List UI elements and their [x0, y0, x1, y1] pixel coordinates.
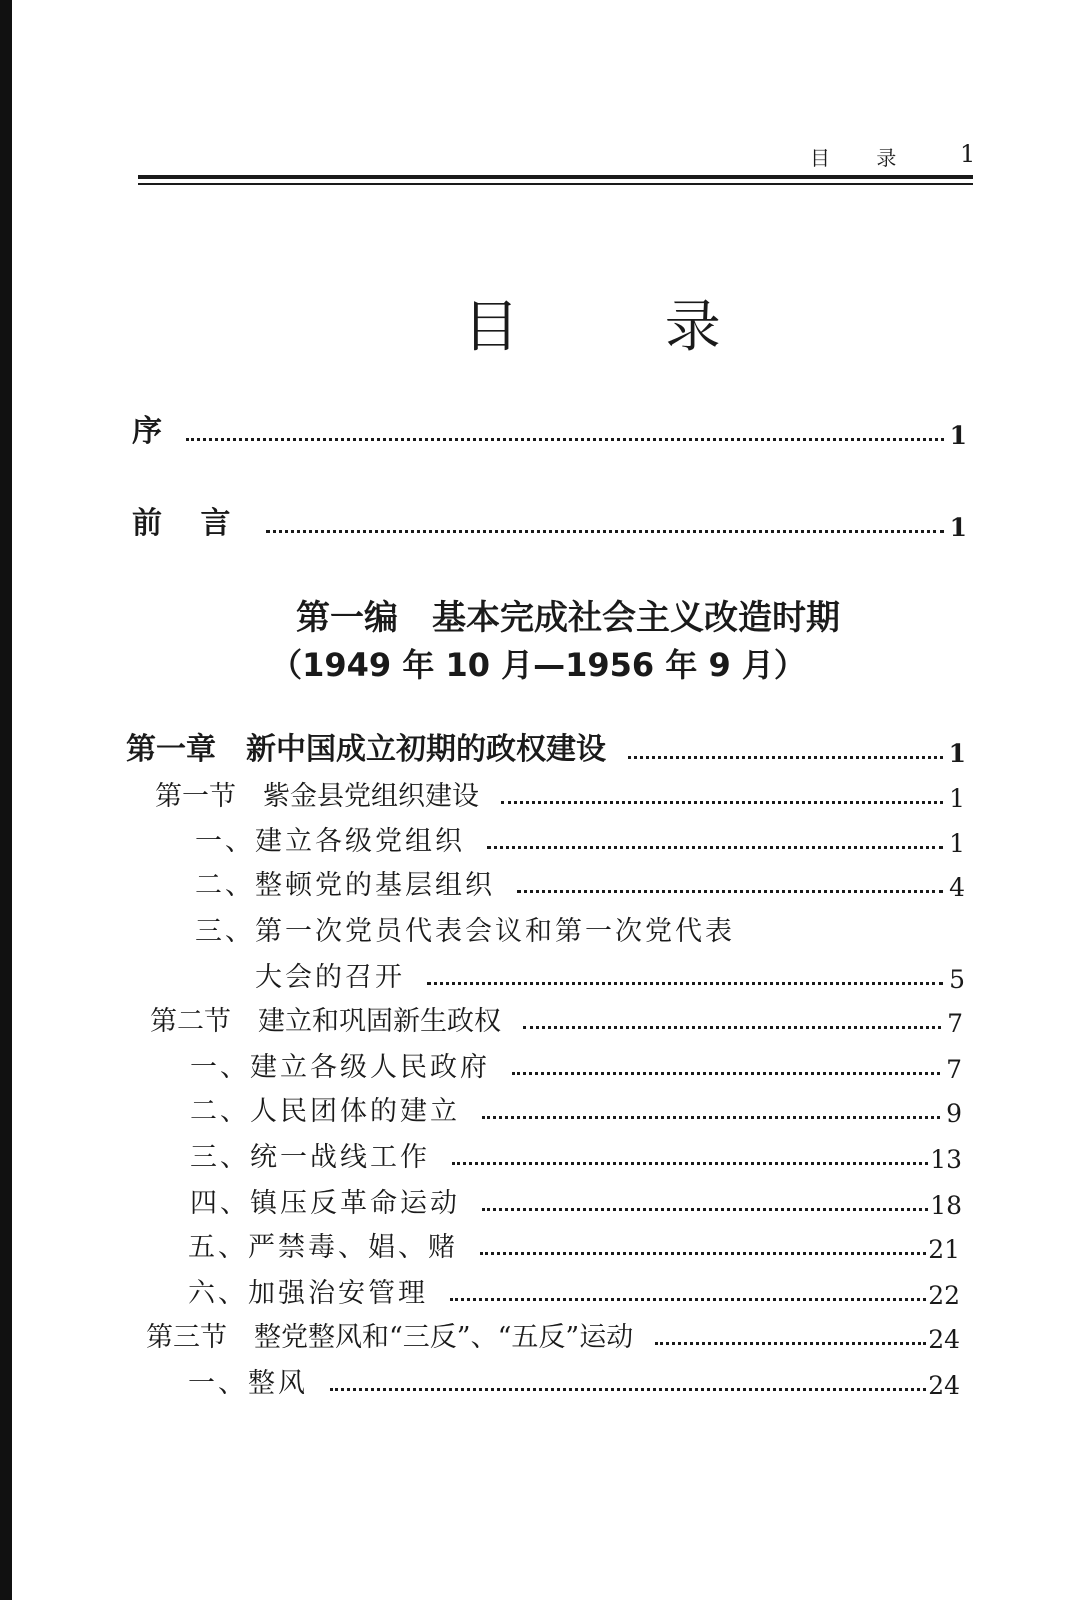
toc-entry-label: 第二节 建立和巩固新生政权 — [150, 1006, 501, 1037]
toc-entry-label: 二、人民团体的建立 — [190, 1096, 460, 1127]
dot-leader — [523, 1026, 941, 1029]
toc-entry-label: 前 言 — [132, 506, 245, 541]
toc-item[interactable] — [188, 1270, 960, 1310]
dot-leader — [450, 1298, 926, 1301]
dot-leader — [482, 1116, 940, 1119]
toc-entry-label: 六、加强治安管理 — [188, 1278, 428, 1309]
toc-page-number: 1 — [949, 513, 967, 542]
header-rule-thin — [138, 183, 973, 185]
dot-leader — [517, 890, 943, 893]
toc-page-number: 1 — [949, 421, 967, 450]
toc-item[interactable] — [190, 1180, 962, 1220]
toc-entry-label: 序 — [132, 414, 164, 449]
dot-leader — [266, 530, 943, 533]
toc-item[interactable] — [188, 1224, 960, 1264]
toc-page-number: 7 — [946, 1055, 962, 1084]
toc-entry-label: 三、第一次党员代表会议和第一次党代表 — [195, 916, 735, 947]
toc-item[interactable] — [195, 862, 965, 902]
dot-leader — [480, 1252, 926, 1255]
toc-item[interactable] — [190, 1088, 962, 1128]
dot-leader — [501, 801, 943, 804]
toc-page-number: 1 — [949, 784, 965, 813]
dot-leader — [487, 846, 943, 849]
toc-page-number: 1 — [948, 739, 966, 768]
toc-entry-label: 三、统一战线工作 — [190, 1142, 430, 1173]
toc-item[interactable] — [188, 1360, 960, 1400]
scan-edge — [0, 0, 12, 1600]
toc-section-3[interactable] — [146, 1314, 960, 1354]
toc-page-number: 18 — [930, 1191, 962, 1220]
toc-entry-label: 一、整风 — [188, 1368, 308, 1399]
toc-page-number: 1 — [949, 829, 965, 858]
toc-page-number: 9 — [946, 1099, 962, 1128]
dot-leader — [512, 1072, 940, 1075]
dot-leader — [482, 1208, 928, 1211]
toc-entry-label: 大会的召开 — [255, 962, 405, 993]
toc-entry-label: 第一节 紫金县党组织建设 — [155, 781, 479, 812]
toc-chapter-1[interactable] — [126, 728, 966, 768]
toc-page-number: 5 — [949, 965, 965, 994]
part-period: （1949 年 10 月—1956 年 9 月） — [270, 646, 806, 684]
dot-leader — [628, 756, 943, 759]
running-header-title: 目 录 — [810, 146, 917, 170]
toc-entry-label: 五、严禁毒、娼、赌 — [188, 1232, 458, 1263]
toc-page-number: 13 — [930, 1145, 962, 1174]
toc-section-1[interactable] — [155, 773, 965, 813]
toc-item[interactable] — [190, 1044, 962, 1084]
toc-page-number: 24 — [928, 1325, 960, 1354]
running-header-page-number: 1 — [960, 140, 976, 168]
dot-leader — [186, 438, 944, 441]
dot-leader — [655, 1342, 926, 1345]
toc-page-number: 24 — [928, 1371, 960, 1400]
toc-item[interactable] — [195, 908, 965, 948]
dot-leader — [330, 1388, 926, 1391]
toc-page-number: 22 — [928, 1281, 960, 1310]
toc-page-number: 21 — [928, 1235, 960, 1264]
toc-entry-label: 第三节 整党整风和“三反”、“五反”运动 — [146, 1322, 634, 1353]
toc-page-number: 7 — [947, 1009, 963, 1038]
toc-item-continuation[interactable] — [255, 954, 965, 994]
toc-section-2[interactable] — [150, 998, 963, 1038]
dot-leader — [427, 982, 943, 985]
toc-entry-label: 四、镇压反革命运动 — [190, 1188, 460, 1219]
toc-page-number: 4 — [949, 873, 965, 902]
toc-entry-label: 第一章 新中国成立初期的政权建设 — [126, 732, 606, 767]
toc-entry-label: 一、建立各级党组织 — [195, 826, 465, 857]
toc-entry-preface[interactable] — [132, 410, 967, 450]
page-title: 目 录 — [463, 295, 785, 360]
toc-item[interactable] — [190, 1134, 962, 1174]
dot-leader — [452, 1162, 928, 1165]
toc-entry-label: 一、建立各级人民政府 — [190, 1052, 490, 1083]
toc-entry-label: 二、整顿党的基层组织 — [195, 870, 495, 901]
header-rule-thick — [138, 175, 973, 179]
toc-entry-foreword[interactable] — [132, 502, 967, 542]
toc-item[interactable] — [195, 818, 965, 858]
part-title: 第一编 基本完成社会主义改造时期 — [296, 598, 840, 638]
